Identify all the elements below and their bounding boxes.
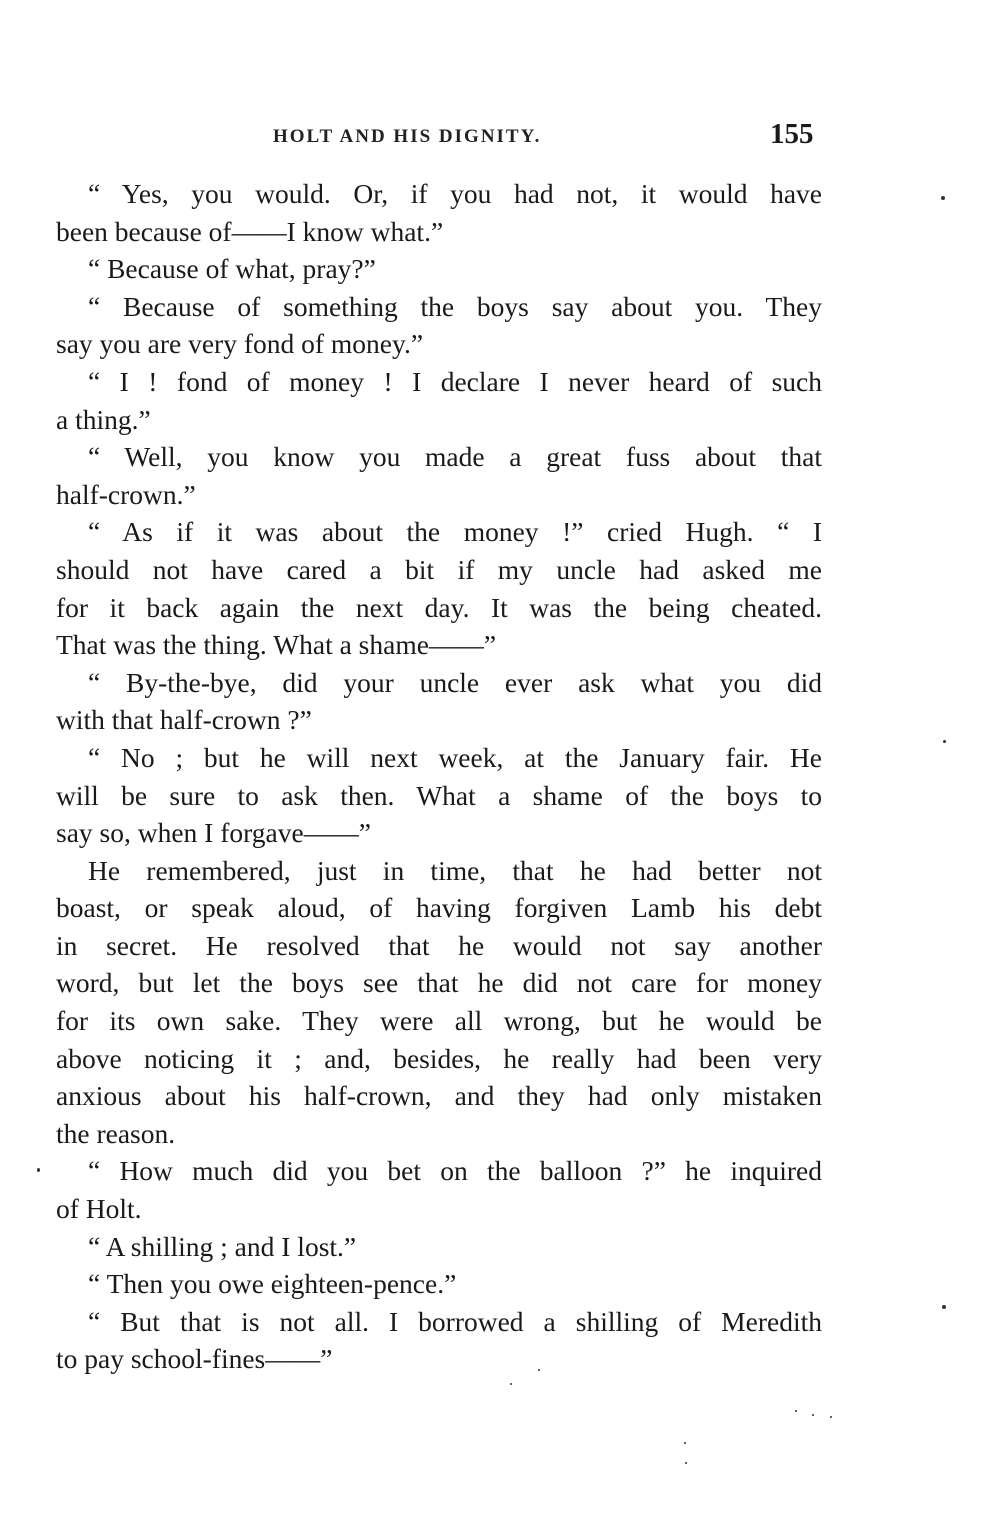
text-line: boast, or speak aloud, of having forgiven Lamb his debt — [56, 892, 822, 924]
text-line: to pay school-fines——” — [56, 1343, 333, 1375]
text-line: “ By-the-bye, did your uncle ever ask what you did — [88, 666, 822, 698]
scan-speck — [830, 1416, 832, 1418]
body-text — [56, 175, 822, 1378]
text-line: “ A shilling ; and I lost.” — [88, 1230, 357, 1262]
text-line: “ Then you owe eighteen-pence.” — [88, 1268, 457, 1300]
running-title: HOLT AND HIS DIGNITY. — [273, 126, 542, 147]
scan-speck — [812, 1414, 814, 1416]
text-line: of Holt. — [56, 1193, 142, 1225]
text-line: half-crown.” — [56, 478, 196, 510]
text-line: will be sure to ask then. What a shame of the boys to — [56, 779, 822, 811]
text-line: anxious about his half-crown, and they had only mistaken — [56, 1080, 822, 1112]
scan-speck — [510, 1383, 512, 1385]
text-line: been because of——I know what.” — [56, 215, 444, 247]
text-line: should not have cared a bit if my uncle had asked me — [56, 553, 822, 585]
text-line: for it back again the next day. It was the being cheated. — [56, 591, 822, 623]
text-line: “ Because of what, pray?” — [88, 253, 376, 285]
text-line: with that half-crown ?” — [56, 704, 312, 736]
text-line: “ No ; but he will next week, at the January fair. He — [88, 741, 822, 773]
running-head — [0, 118, 1004, 158]
text-line: “ As if it was about the money !” cried Hugh. “ I — [88, 516, 822, 548]
text-line: word, but let the boys see that he did not care for money — [56, 967, 822, 999]
text-line: for its own sake. They were all wrong, but he would be — [56, 1005, 822, 1037]
text-line: say you are very fond of money.” — [56, 328, 424, 360]
text-line: “ Yes, you would. Or, if you had not, it would have — [88, 178, 822, 209]
scan-speck — [684, 1442, 686, 1444]
text-line: “ But that is not all. I borrowed a shilling of Meredith — [88, 1305, 822, 1337]
scan-speck — [795, 1410, 797, 1412]
scan-speck — [538, 1369, 540, 1371]
text-line: the reason. — [56, 1117, 176, 1149]
text-line: above noticing it ; and, besides, he really had been very — [56, 1042, 822, 1074]
text-line: a thing.” — [56, 403, 151, 435]
text-line: That was the thing. What a shame——” — [56, 629, 497, 661]
text-line: “ I ! fond of money ! I declare I never heard of such — [88, 365, 822, 397]
text-line: “ How much did you bet on the balloon ?” he inquired — [88, 1155, 822, 1187]
scan-speck — [943, 740, 946, 743]
text-line: “ Well, you know you made a great fuss about that — [88, 441, 822, 473]
scan-speck — [685, 1462, 687, 1464]
scan-speck — [37, 1168, 40, 1172]
text-line: say so, when I forgave——” — [56, 817, 371, 849]
text-line: He remembered, just in time, that he had better not — [88, 854, 822, 886]
page-number: 155 — [770, 118, 814, 150]
scan-speck — [942, 1305, 946, 1309]
text-line: in secret. He resolved that he would not say another — [56, 929, 822, 961]
text-line: “ Because of something the boys say about you. They — [88, 290, 822, 322]
scan-speck — [941, 196, 945, 200]
